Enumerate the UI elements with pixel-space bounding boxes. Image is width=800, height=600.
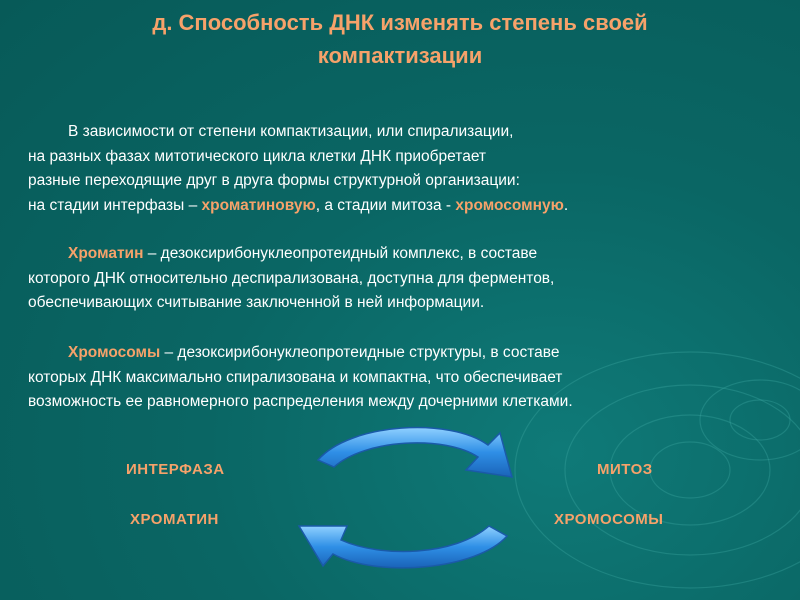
slide-title-line-1: д. Способность ДНК изменять степень своей — [152, 10, 648, 35]
intro-line-4-a: на стадии интерфазы – — [28, 196, 202, 214]
chromosomes-line-1: – дезоксирибонуклеопротеидные структуры, в составе — [160, 344, 560, 361]
intro-line-3: разные переходящие друг в друга формы структурной организации: — [28, 172, 520, 189]
interphase-label: ИНТЕРФАЗА — [126, 461, 225, 478]
mitosis-label: МИТОЗ — [597, 461, 653, 478]
intro-line-4-c: , а стадии митоза - — [315, 196, 456, 214]
intro-line-1: В зависимости от степени компактизации, или спирализации, — [68, 123, 514, 140]
chromatin-line-1: – дезоксирибонуклеопротеидный комплекс, в составе — [143, 245, 538, 262]
chromosome-form-term: хромосомную — [455, 196, 564, 214]
chromatin-label: ХРОМАТИН — [130, 511, 219, 528]
slide-title-line-2: компактизации — [317, 43, 483, 68]
chromosomes-line-3: возможность ее равномерного распределения между дочерними клетками. — [28, 393, 573, 410]
chromatin-form-term: хроматиновую — [201, 196, 316, 214]
intro-paragraph — [28, 120, 768, 218]
chromosomes-label: ХРОМОСОМЫ — [554, 511, 664, 528]
chromosomes-paragraph — [28, 341, 768, 415]
chromatin-paragraph — [28, 242, 768, 316]
curved-arrow-right-icon — [300, 415, 530, 490]
chromatin-line-2: которого ДНК относительно деспирализована, доступна для ферментов, — [28, 269, 555, 287]
chromatin-line-3: обеспечивающих считывание заключенной в ней информации. — [28, 294, 485, 311]
chromatin-term: Хроматин — [68, 245, 144, 262]
chromosomes-term: Хромосомы — [68, 344, 161, 361]
slide-title — [0, 6, 800, 72]
intro-line-2: на разных фазах митотического цикла клетки ДНК приобретает — [28, 147, 487, 165]
intro-line-4-e: . — [563, 196, 569, 214]
curved-arrow-left-icon — [285, 508, 525, 583]
chromosomes-line-2: которых ДНК максимально спирализована и компактна, что обеспечивает — [28, 368, 563, 386]
